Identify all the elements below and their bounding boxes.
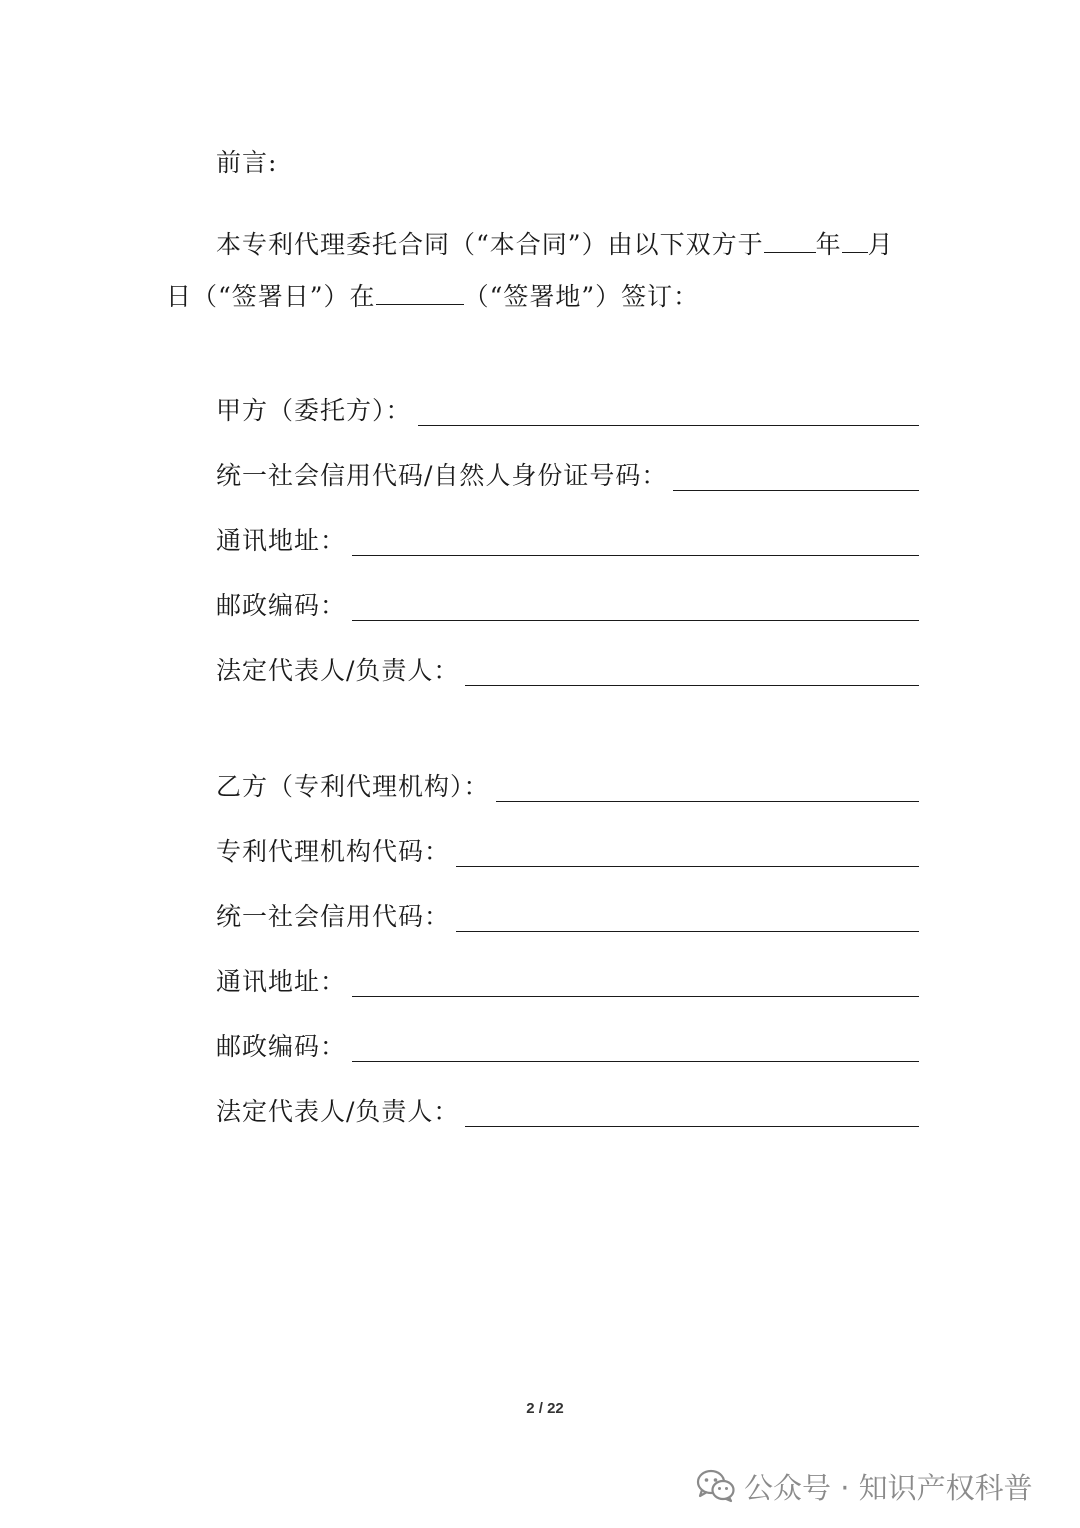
party-b-credit-code-label: 统一社会信用代码：: [216, 902, 451, 931]
party-b-address-label: 通讯地址：: [216, 967, 347, 996]
party-b-postal-label: 邮政编码：: [216, 1032, 347, 1061]
party-b-legal-rep-field[interactable]: [216, 1095, 919, 1129]
party-b-name-line[interactable]: [496, 800, 919, 802]
preface-sentence-part3: （“签署地”）签订：: [463, 282, 700, 311]
party-b-address-line[interactable]: [352, 995, 919, 997]
party-a-postal-field[interactable]: [216, 589, 919, 623]
month-blank[interactable]: [842, 226, 868, 253]
party-b-credit-code-line[interactable]: [456, 930, 919, 932]
year-blank[interactable]: [764, 226, 816, 253]
preface-line-1: [216, 226, 894, 262]
party-b-legal-rep-label: 法定代表人/负责人：: [216, 1097, 460, 1126]
party-a-address-field[interactable]: [216, 524, 919, 558]
party-a-address-line[interactable]: [352, 554, 919, 556]
preface-sentence-part2: 日（“签署日”）在: [166, 282, 376, 311]
party-a-legal-rep-field[interactable]: [216, 654, 919, 688]
party-a-postal-line[interactable]: [352, 619, 919, 621]
party-a-legal-rep-line[interactable]: [465, 684, 919, 686]
party-b-credit-code-field[interactable]: [216, 900, 919, 934]
party-a-address-label: 通讯地址：: [216, 526, 347, 555]
party-b-address-field[interactable]: [216, 965, 919, 999]
party-b-name-field[interactable]: [216, 770, 919, 804]
party-a-legal-rep-label: 法定代表人/负责人：: [216, 656, 460, 685]
party-a-postal-label: 邮政编码：: [216, 591, 347, 620]
preface-sentence-part1: 本专利代理委托合同（“本合同”）由以下双方于: [216, 230, 764, 259]
wechat-icon: [696, 1469, 736, 1503]
party-a-name-field[interactable]: [216, 394, 919, 428]
party-b-postal-line[interactable]: [352, 1060, 919, 1062]
party-a-title: 甲方（委托方）：: [216, 396, 412, 425]
party-b-legal-rep-line[interactable]: [465, 1125, 919, 1127]
year-label: 年: [815, 230, 842, 259]
preface-line-2: [166, 278, 699, 314]
party-b-agency-code-label: 专利代理机构代码：: [216, 837, 451, 866]
party-b-postal-field[interactable]: [216, 1030, 919, 1064]
party-a-credit-code-label: 统一社会信用代码/自然人身份证号码：: [216, 461, 668, 490]
month-label: 月: [867, 230, 894, 259]
party-a-credit-code-field[interactable]: [216, 459, 919, 493]
watermark: [696, 1466, 1033, 1506]
preface-heading: 前言:: [216, 148, 278, 177]
party-b-title: 乙方（专利代理机构）：: [216, 772, 490, 801]
signing-place-blank[interactable]: [376, 278, 464, 305]
party-a-name-line[interactable]: [418, 424, 919, 426]
watermark-text: 公众号 · 知识产权科普: [744, 1470, 1033, 1505]
party-b-agency-code-field[interactable]: [216, 835, 919, 869]
party-b-agency-code-line[interactable]: [456, 865, 919, 867]
page-number: 2 / 22: [526, 1400, 564, 1417]
party-a-credit-code-line[interactable]: [673, 489, 919, 491]
